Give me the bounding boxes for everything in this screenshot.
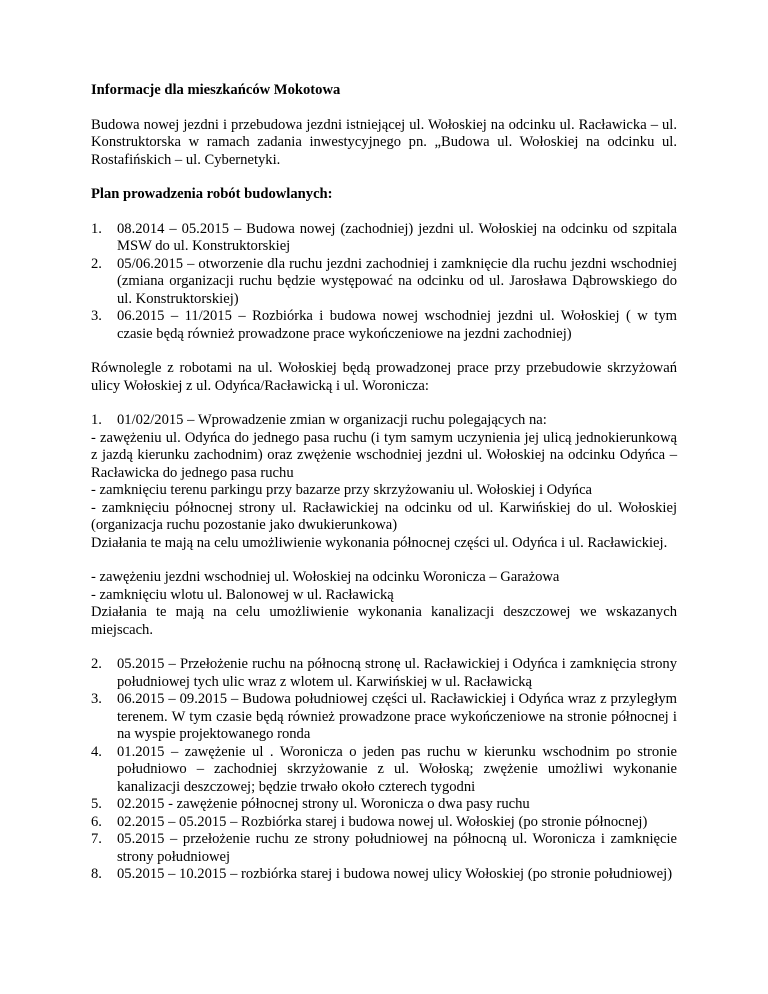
list-item-text: 02.2015 - zawężenie północnej strony ul. Woronicza o dwa pasy ruchu xyxy=(117,796,530,812)
list-item-number: 7. xyxy=(91,831,102,847)
list-item-number: 2. xyxy=(91,255,102,272)
list-item-number: 5. xyxy=(91,796,102,812)
list-item-text: 05/06.2015 – otworzenie dla ruchu jezdni zachodniej i zamknięcie dla ruchu jezdni wschodniej (zmiana organizacji ruchu będzie występować na odcinku od ul. Jarosława Dąbrowskiego do ul. Konstruktorskiej) xyxy=(117,255,677,307)
plan-heading: Plan prowadzenia robót budowlanych: xyxy=(91,186,333,202)
works-line: - zamknięciu terenu parkingu przy bazarze przy skrzyżowaniu ul. Wołoskiej i Odyńca xyxy=(91,482,593,498)
list-item xyxy=(91,308,677,343)
list-item-text: 08.2014 – 05.2015 – Budowa nowej (zachodniej) jezdni ul. Wołoskiej na odcinku od szpitala MSW do ul. Konstruktorskiej xyxy=(117,220,677,254)
works-line: - zamknięciu wlotu ul. Balonowej w ul. Racławicką xyxy=(91,586,394,603)
works-first-list xyxy=(91,412,677,430)
list-item-number: 3. xyxy=(91,691,102,707)
list-item-text: 05.2015 – przełożenie ruchu ze strony południowej na północną ul. Woronicza i zamknięcie strony południowej xyxy=(117,831,677,865)
list-item-text: 01.2015 – zawężenie ul . Woronicza o jeden pas ruchu w kierunku wschodnim po stronie południowo – zachodniej skrzyżowanie z ul. Wołoską; zwężenie umożliwi wykonanie kanalizacji deszczowej; będzie trwało około czterech tygodni xyxy=(117,743,677,795)
plan-list xyxy=(91,221,677,344)
list-item-text: 06.2015 – 11/2015 – Rozbiórka i budowa nowej wschodniej jezdni ul. Wołoskiej ( w tym czasie będą również prowadzone prace wykończeniowe na jezdni zachodniej) xyxy=(117,308,677,342)
list-item-text: 01/02/2015 – Wprowadzenie zmian w organizacji ruchu polegających na: xyxy=(117,412,547,428)
list-item xyxy=(91,744,677,797)
list-item-number: 2. xyxy=(91,656,102,672)
list-item xyxy=(91,412,677,430)
works-line: - zawężeniu ul. Odyńca do jednego pasa ruchu (i tym samym uczynienia jej ulicą jednokierunkową z jazdą kierunku zachodnim) oraz zwężenie wschodniej jezdni ul. Wołoskiej na odcinku Odyńca – Racławicka do jednego pasa ruchu xyxy=(91,429,677,481)
list-item-number: 4. xyxy=(91,743,102,760)
list-item-number: 1. xyxy=(91,412,102,428)
list-item-number: 3. xyxy=(91,308,102,324)
list-item xyxy=(91,866,677,884)
works-block-2 xyxy=(91,569,677,639)
parallel-paragraph: Równolegle z robotami na ul. Wołoskiej będą prowadzonej prace przy przebudowie skrzyżowań ulicy Wołoskiej z ul. Odyńca/Racławicką i ul. Woronicza: xyxy=(91,360,677,394)
list-item xyxy=(91,831,677,866)
works-block-1 xyxy=(91,430,677,553)
list-item-text: 06.2015 – 09.2015 – Budowa południowej części ul. Racławickiej i Odyńca wraz z przyległym terenem. W tym czasie będą również prowadzone prace wykończeniowe na stronie północnej i na wyspie projektowanego ronda xyxy=(117,691,677,742)
list-item-number: 8. xyxy=(91,866,102,882)
list-item xyxy=(91,691,677,744)
works-line: - zamknięciu północnej strony ul. Racławickiej na odcinku od ul. Karwińskiej do ul. Wołoskiej (organizacja ruchu pozostanie jako dwukierunkowa) xyxy=(91,499,677,533)
works-line: Działania te mają na celu umożliwienie wykonania północnej części ul. Odyńca i ul. Racławickiej. xyxy=(91,534,668,551)
works-line: Działania te mają na celu umożliwienie wykonania kanalizacji deszczowej we wskazanych miejscach. xyxy=(91,604,677,638)
document-title: Informacje dla mieszkańców Mokotowa xyxy=(91,82,341,98)
list-item-text: 05.2015 – Przełożenie ruchu na północną stronę ul. Racławickiej i Odyńca i zamknięcia strony południowej tych ulic wraz z wlotem ul. Karwińskiej w ul. Racławicką xyxy=(117,656,677,690)
list-item xyxy=(91,796,677,814)
list-item xyxy=(91,221,677,256)
list-item-number: 1. xyxy=(91,220,102,237)
list-item-text: 05.2015 – 10.2015 – rozbiórka starej i budowa nowej ulicy Wołoskiej (po stronie południowej) xyxy=(117,866,673,882)
list-item xyxy=(91,814,677,832)
list-item xyxy=(91,256,677,309)
list-item-text: 02.2015 – 05.2015 – Rozbiórka starej i budowa nowej ul. Wołoskiej (po stronie północnej) xyxy=(117,813,648,830)
list-item xyxy=(91,656,677,691)
intro-paragraph: Budowa nowej jezdni i przebudowa jezdni istniejącej ul. Wołoskiej na odcinku ul. Racławicka – ul. Konstruktorska w ramach zadania inwestycyjnego pn. „Budowa ul. Wołoskiej na odcinku ul. Rostafińskich – ul. Cybernetyki. xyxy=(91,116,677,168)
list-item-number: 6. xyxy=(91,813,102,830)
works-list xyxy=(91,656,677,884)
works-line: - zawężeniu jezdni wschodniej ul. Wołoskiej na odcinku Woronicza – Garażowa xyxy=(91,569,560,585)
